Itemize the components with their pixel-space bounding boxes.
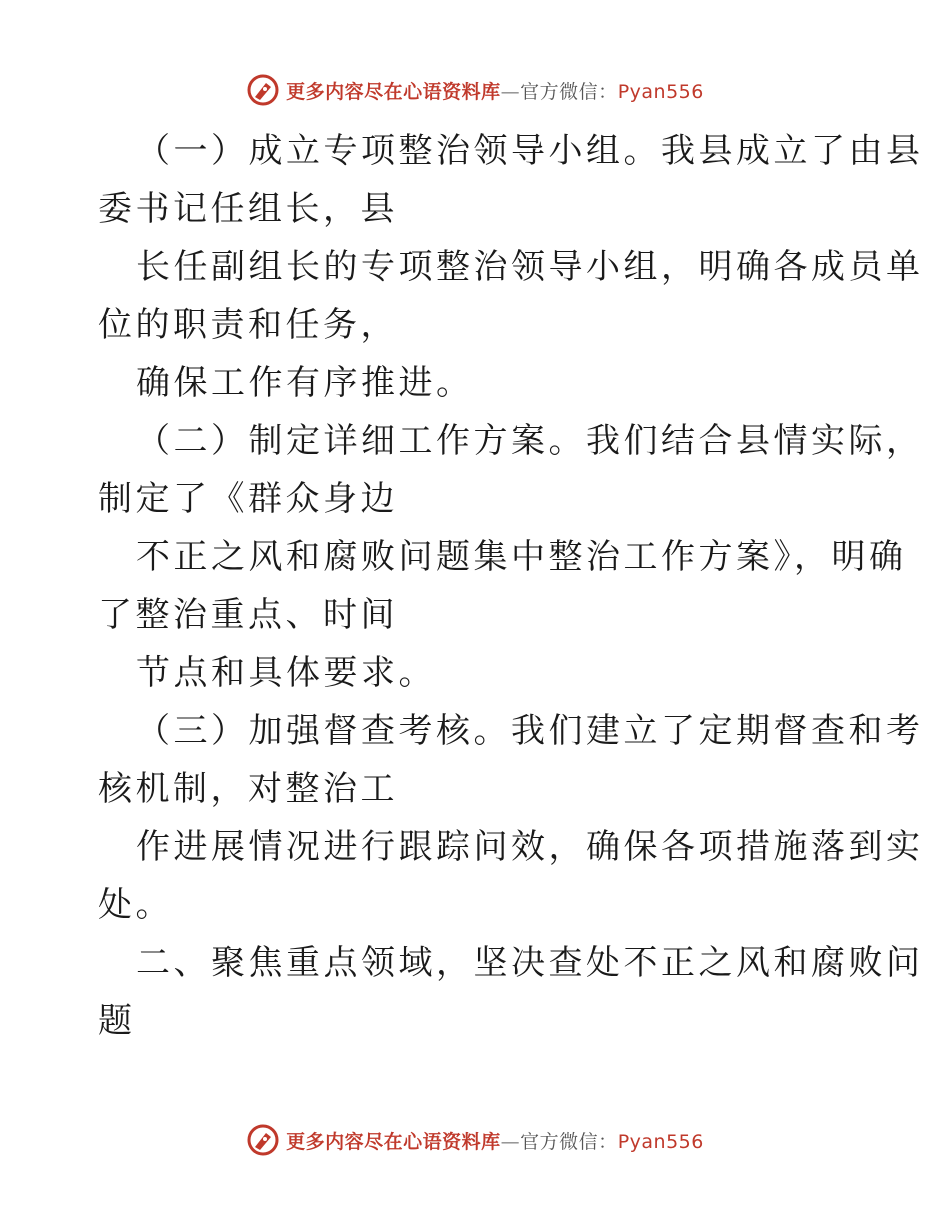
text-line: 节点和具体要求。 (136, 653, 436, 693)
header-banner-text (286, 77, 704, 104)
banner-label: 更多内容尽在心语资料库 (286, 80, 501, 103)
pen-nib-seal-icon (246, 1123, 280, 1157)
pen-nib-seal-icon (246, 73, 280, 107)
footer-banner (0, 1120, 950, 1160)
banner-dash: — (500, 1130, 521, 1153)
banner-sub: 官方微信： (520, 80, 618, 103)
banner-label: 更多内容尽在心语资料库 (286, 1130, 501, 1153)
banner-wechat-id: Pyan556 (617, 80, 704, 103)
footer-banner-text (286, 1127, 704, 1154)
text-line: （三）加强督查考核。我们建立了定期督查和考 (136, 711, 924, 751)
text-line: 处。 (98, 885, 173, 925)
text-line: （二）制定详细工作方案。我们结合县情实际， (136, 421, 924, 461)
document-body (98, 122, 924, 1050)
text-line: （一）成立专项整治领导小组。我县成立了由县 (136, 131, 924, 171)
text-line: 确保工作有序推进。 (136, 363, 474, 403)
text-line: 作进展情况进行跟踪问效，确保各项措施落到实 (136, 827, 924, 867)
banner-sub: 官方微信： (520, 1130, 618, 1153)
header-banner (0, 70, 950, 110)
text-line: 题 (98, 1001, 136, 1041)
banner-dash: — (500, 80, 521, 103)
text-line: 长任副组长的专项整治领导小组，明确各成员单 (136, 247, 924, 287)
text-line: 二、聚焦重点领域，坚决查处不正之风和腐败问 (136, 943, 924, 983)
text-line: 了整治重点、时间 (98, 595, 398, 635)
text-line: 委书记任组长，县 (98, 189, 398, 229)
text-line: 制定了《群众身边 (98, 479, 398, 519)
text-line: 位的职责和任务， (98, 305, 398, 345)
text-line: 不正之风和腐败问题集中整治工作方案》，明确 (136, 537, 907, 577)
banner-wechat-id: Pyan556 (617, 1130, 704, 1153)
text-line: 核机制，对整治工 (98, 769, 398, 809)
